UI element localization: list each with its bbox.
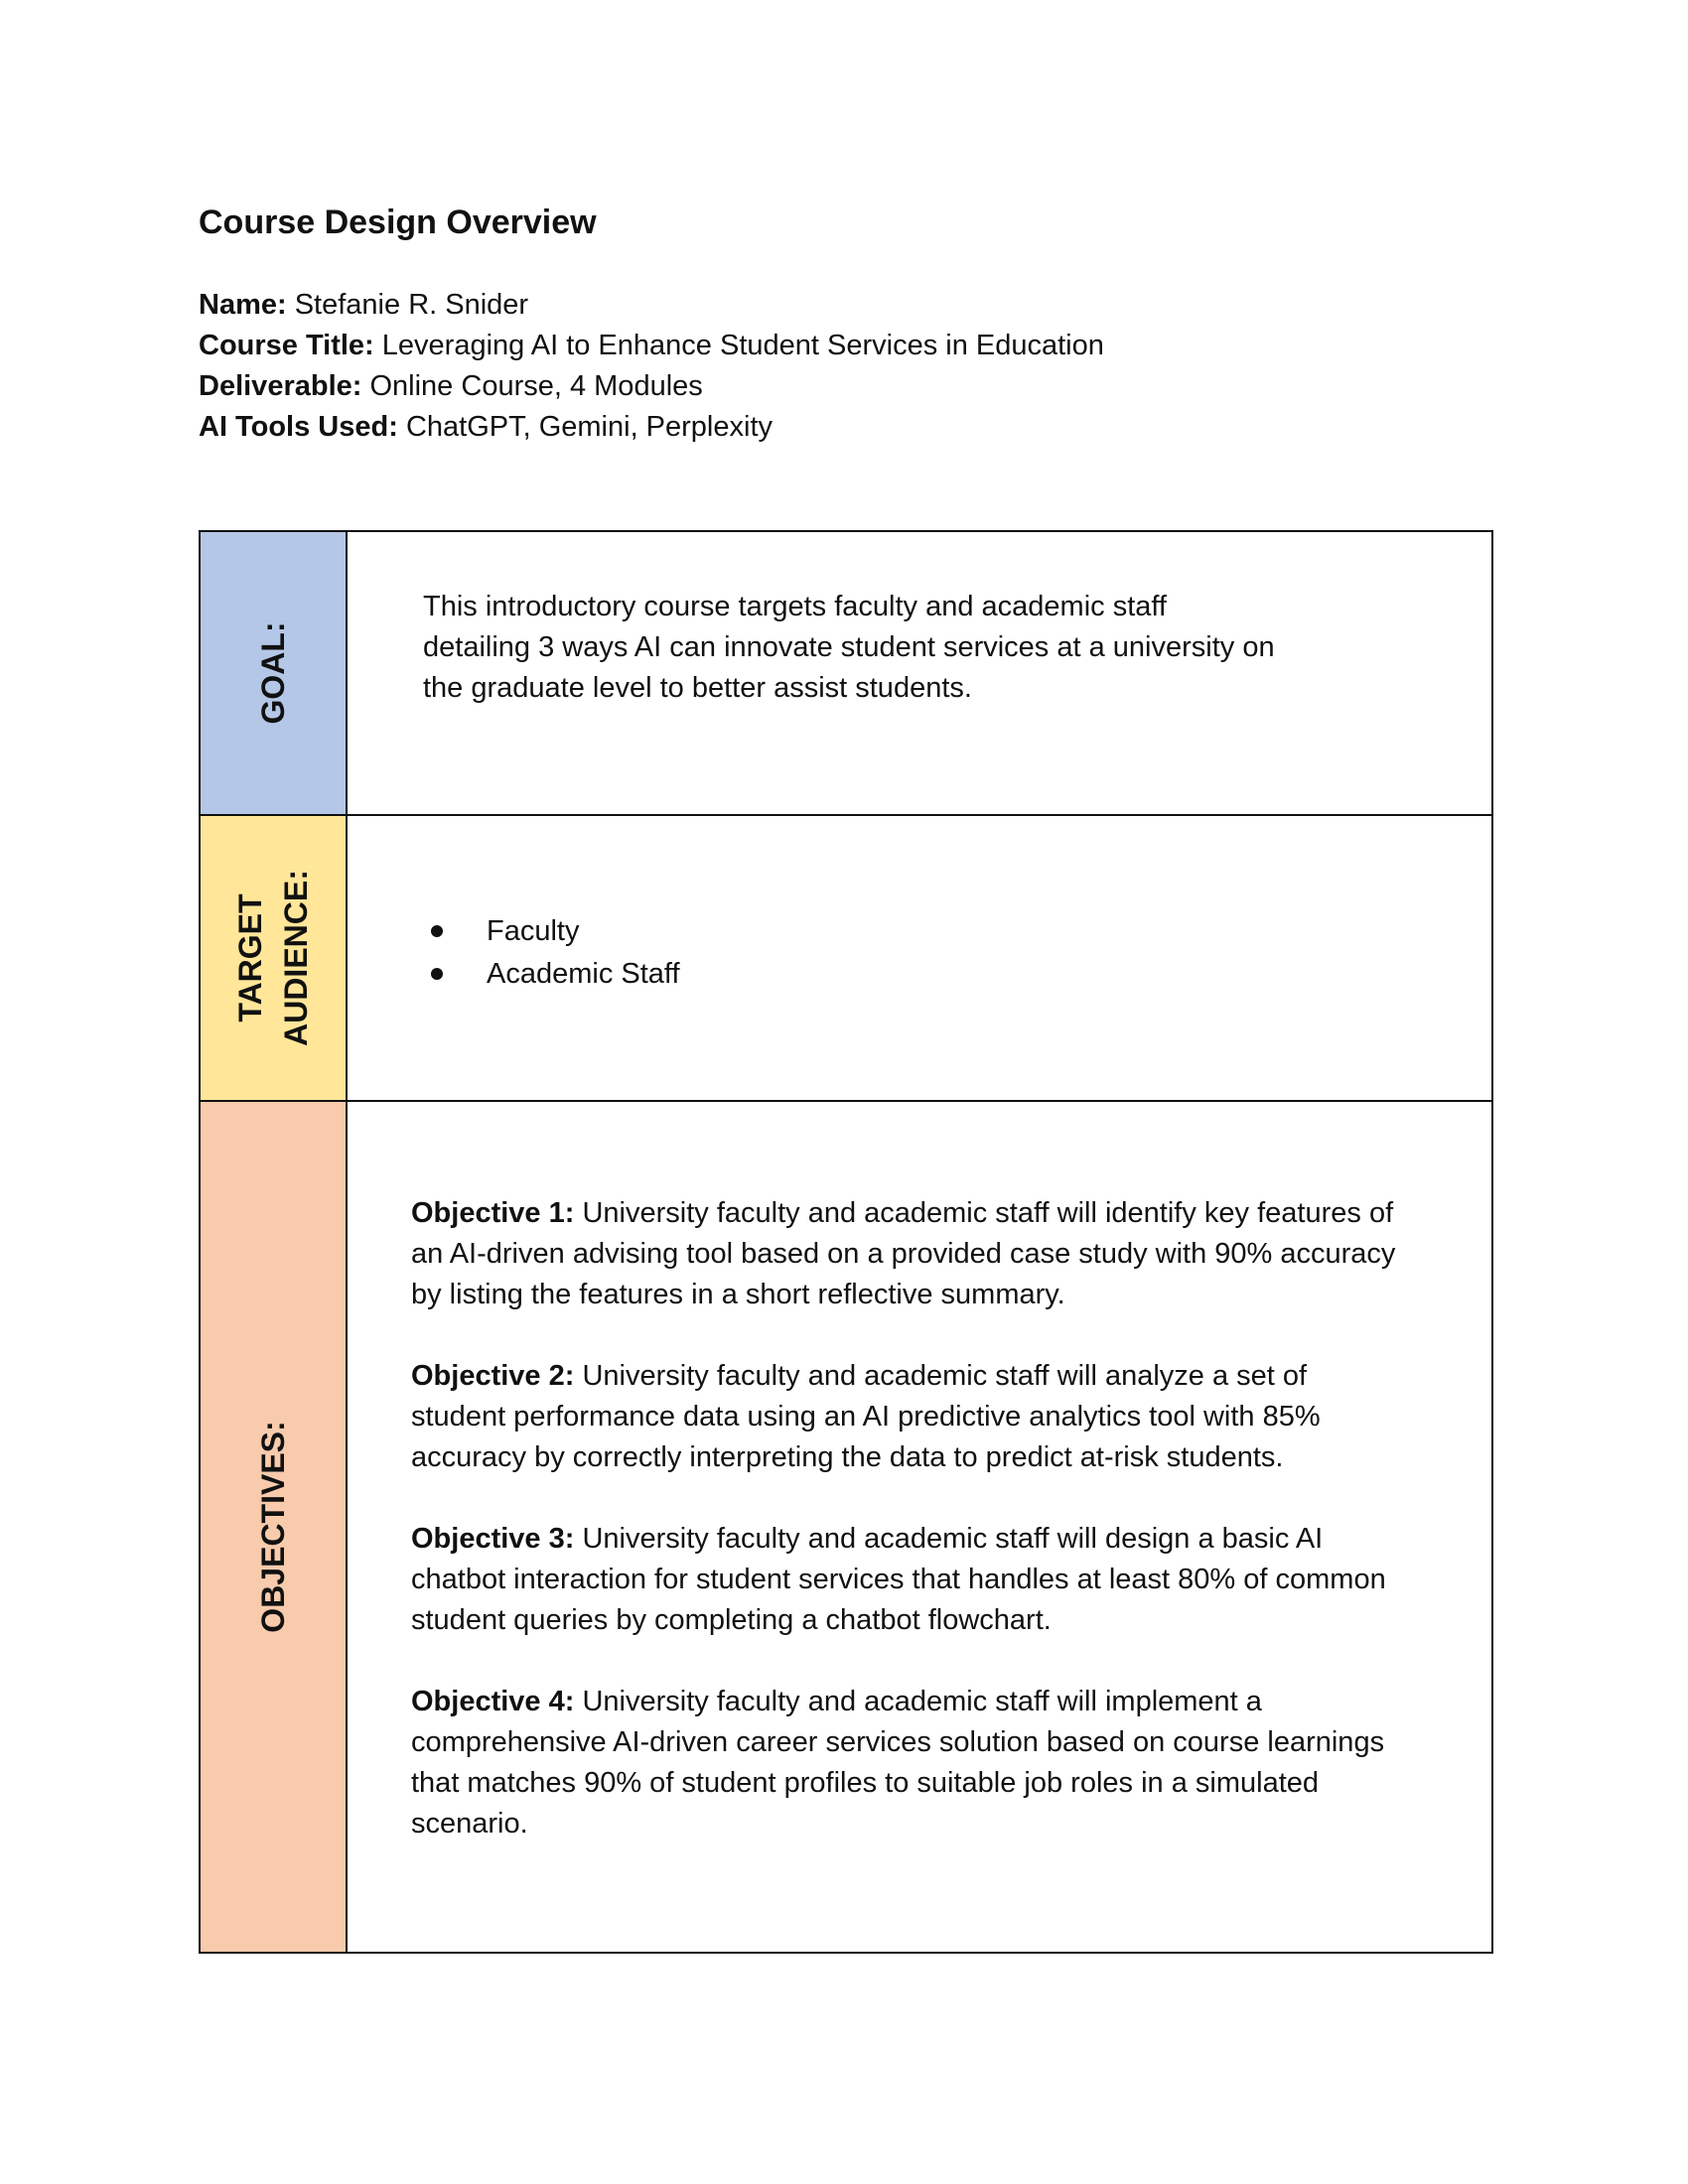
goal-label: GOAL: [255,621,291,725]
meta-deliverable-value: Online Course, 4 Modules [369,370,703,402]
objective-1 [411,1193,1404,1315]
meta-name-label: Name: [199,289,287,321]
course-meta [199,285,1104,448]
objective-text: University faculty and academic staff will implement a comprehensive AI-driven career services solution based on course learnings that matches 90% of student profiles to suitable job roles in a simulated scenario. [411,1686,1385,1840]
meta-course-title-value: Leveraging AI to Enhance Student Services in Education [381,330,1104,361]
audience-label-line2: AUDIENCE: [278,870,314,1046]
objective-4 [411,1682,1404,1844]
meta-name [199,285,1104,326]
audience-label-line1: TARGET [232,893,268,1023]
meta-ai-tools [199,407,1104,448]
bullet-icon [431,925,443,937]
meta-deliverable [199,366,1104,407]
audience-item-text: Faculty [487,915,580,947]
goal-row [201,532,1491,816]
objectives-row [201,1102,1491,1952]
bullet-icon [431,968,443,980]
course-design-table [199,530,1493,1954]
meta-deliverable-label: Deliverable: [199,370,362,402]
objectives-label-cell [201,1102,348,1952]
objective-label: Objective 4: [411,1686,575,1717]
objective-2 [411,1356,1404,1478]
objective-label: Objective 3: [411,1523,575,1555]
goal-content-cell [348,532,1491,814]
objective-label: Objective 2: [411,1360,575,1392]
objectives-content-cell [348,1102,1491,1952]
audience-content-cell [348,816,1491,1100]
objective-3 [411,1519,1404,1641]
objective-text: University faculty and academic staff will identify key features of an AI-driven advising tool based on a provided case study with 90% accuracy by listing the features in a short reflective summary. [411,1197,1396,1310]
page-title: Course Design Overview [199,204,597,241]
list-item [431,910,680,953]
objectives-label: OBJECTIVES: [255,1421,291,1633]
meta-course-title [199,326,1104,366]
objective-label: Objective 1: [411,1197,575,1229]
audience-label-cell [201,816,348,1100]
list-item [431,953,680,996]
objective-text: University faculty and academic staff will analyze a set of student performance data using an AI predictive analytics tool with 85% accuracy by correctly interpreting the data to predict at-risk students. [411,1360,1321,1473]
audience-row [201,816,1491,1102]
objectives-list [411,1193,1404,1885]
meta-course-title-label: Course Title: [199,330,374,361]
goal-label-cell [201,532,348,814]
objective-text: University faculty and academic staff will design a basic AI chatbot interaction for student services that handles at least 80% of common student queries by completing a chatbot flowchart. [411,1523,1386,1636]
audience-list [431,910,680,996]
audience-item-text: Academic Staff [487,958,680,990]
goal-text: This introductory course targets faculty and academic staff detailing 3 ways AI can innovate student services at a university on the graduate level to better assist students. [423,591,1275,704]
meta-ai-tools-label: AI Tools Used: [199,411,398,443]
audience-label [227,870,319,1046]
meta-name-value: Stefanie R. Snider [294,289,529,321]
meta-ai-tools-value: ChatGPT, Gemini, Perplexity [405,411,774,443]
